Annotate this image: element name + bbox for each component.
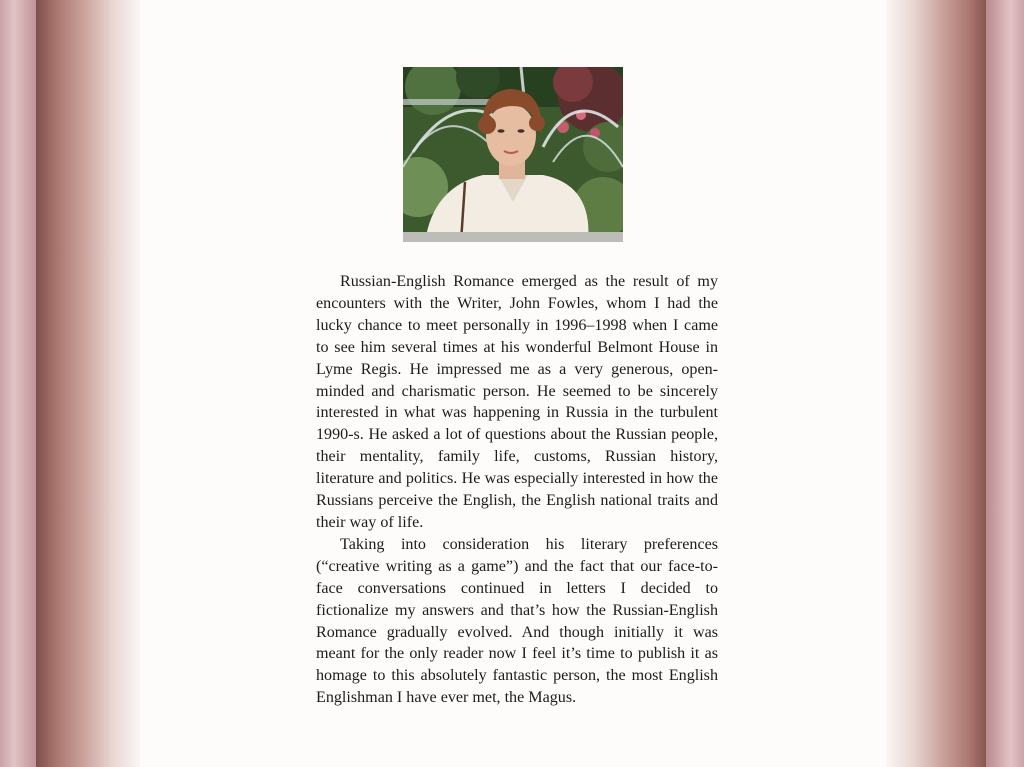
paragraph-1: Russian-English Romance emerged as the result of my encounters with the Writer, John Fowles, whom I had the lucky chance to meet personally in 1996–1998 when I came to see him several times at his wonderful Belmont House in Lyme Regis. He impressed me as a very generous, open-minded and charismatic person. He seemed to be sincerely interested in what was happening in Russia in the turbulent 1990-s. He asked a lot of questions about the Russian people, their mentality, family life, customs, Russian history, literature and politics. He was especially interested in how the Russians perceive the English, the English national traits and their way of life. <box>316 273 718 531</box>
article-text <box>316 271 718 709</box>
frame-left-shadow <box>36 0 140 767</box>
frame-right-shadow <box>886 0 990 767</box>
frame-right-outer <box>986 0 1024 767</box>
portrait-photo <box>403 67 623 242</box>
paragraph-2: Taking into consideration his literary preferences (“creative writing as a game”) and the fact that our face-to-face conversations continued in letters I decided to fictionalize my answers and that’s how the Russian-English Romance gradually evolved. And though initially it was meant for the only reader now I feel it’s time to publish it as homage to this absolutely fantastic person, the most English Englishman I have ever met, the Magus. <box>316 535 718 707</box>
frame-left-outer <box>0 0 40 767</box>
